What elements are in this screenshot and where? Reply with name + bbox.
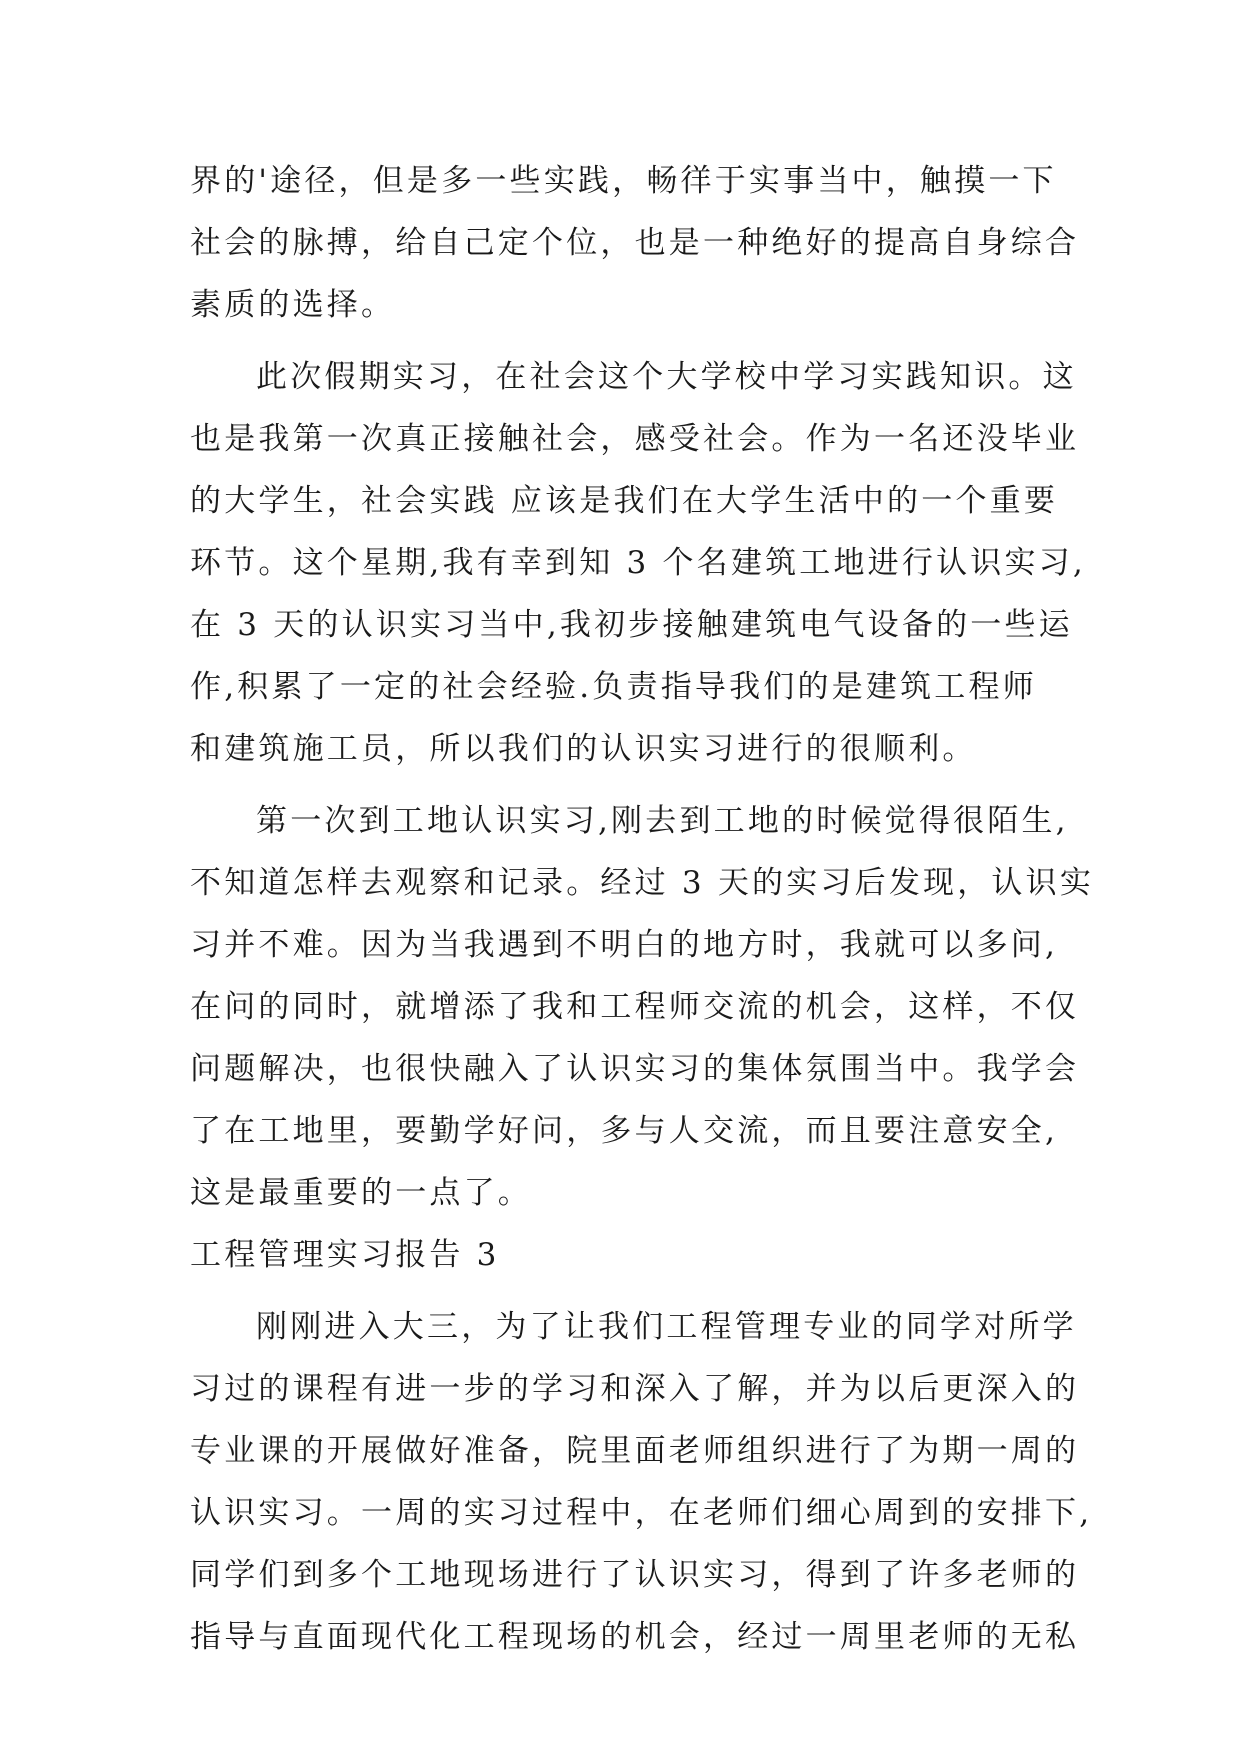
text-line: 也是我第一次真正接触社会，感受社会。作为一名还没毕业 <box>190 421 1080 457</box>
text-line: 习过的课程有进一步的学习和深入了解，并为以后更深入的 <box>190 1371 1080 1407</box>
text-line: 和建筑施工员，所以我们的认识实习进行的很顺利。 <box>190 731 977 767</box>
text-line: 同学们到多个工地现场进行了认识实习，得到了许多老师的 <box>190 1557 1080 1593</box>
text-line: 问题解决，也很快融入了认识实习的集体氛围当中。我学会 <box>190 1051 1080 1087</box>
text-line: 第一次到工地认识实习,刚去到工地的时候觉得很陌生, <box>256 803 1069 839</box>
text-line: 环节。这个星期,我有幸到知 3 个名建筑工地进行认识实习, <box>190 545 1086 581</box>
paragraph <box>190 346 1086 780</box>
text-line: 习并不难。因为当我遇到不明白的地方时，我就可以多问, <box>190 927 1059 963</box>
paragraph <box>190 150 1080 336</box>
document-page <box>190 150 1095 1668</box>
text-line: 界的'途径，但是多一些实践，畅徉于实事当中，触摸一下 <box>190 163 1057 199</box>
text-line: 专业课的开展做好准备，院里面老师组织进行了为期一周的 <box>190 1433 1080 1469</box>
text-line: 的大学生，社会实践 应该是我们在大学生活中的一个重要 <box>190 483 1059 519</box>
text-line: 刚刚进入大三，为了让我们工程管理专业的同学对所学 <box>256 1309 1077 1345</box>
paragraph <box>190 790 1095 1224</box>
text-line: 在问的同时，就增添了我和工程师交流的机会，这样，不仅 <box>190 989 1080 1025</box>
paragraph <box>190 1296 1093 1668</box>
text-line: 作,积累了一定的社会经验.负责指导我们的是建筑工程师 <box>190 669 1037 705</box>
text-line: 素质的选择。 <box>190 287 396 323</box>
text-line: 认识实习。一周的实习过程中，在老师们细心周到的安排下, <box>190 1495 1093 1531</box>
text-line: 这是最重要的一点了。 <box>190 1175 532 1211</box>
text-line: 此次假期实习，在社会这个大学校中学习实践知识。这 <box>256 359 1077 395</box>
text-line: 在 3 天的认识实习当中,我初步接触建筑电气设备的一些运 <box>190 607 1073 643</box>
text-line: 了在工地里，要勤学好问，多与人交流，而且要注意安全, <box>190 1113 1059 1149</box>
text-line: 指导与直面现代化工程现场的机会，经过一周里老师的无私 <box>190 1619 1080 1655</box>
text-line: 不知道怎样去观察和记录。经过 3 天的实习后发现，认识实 <box>190 865 1095 901</box>
section-heading <box>190 1224 1052 1286</box>
text-line: 社会的脉搏，给自己定个位，也是一种绝好的提高自身综合 <box>190 225 1080 261</box>
section-heading-text: 工程管理实习报告 3 <box>190 1237 500 1273</box>
